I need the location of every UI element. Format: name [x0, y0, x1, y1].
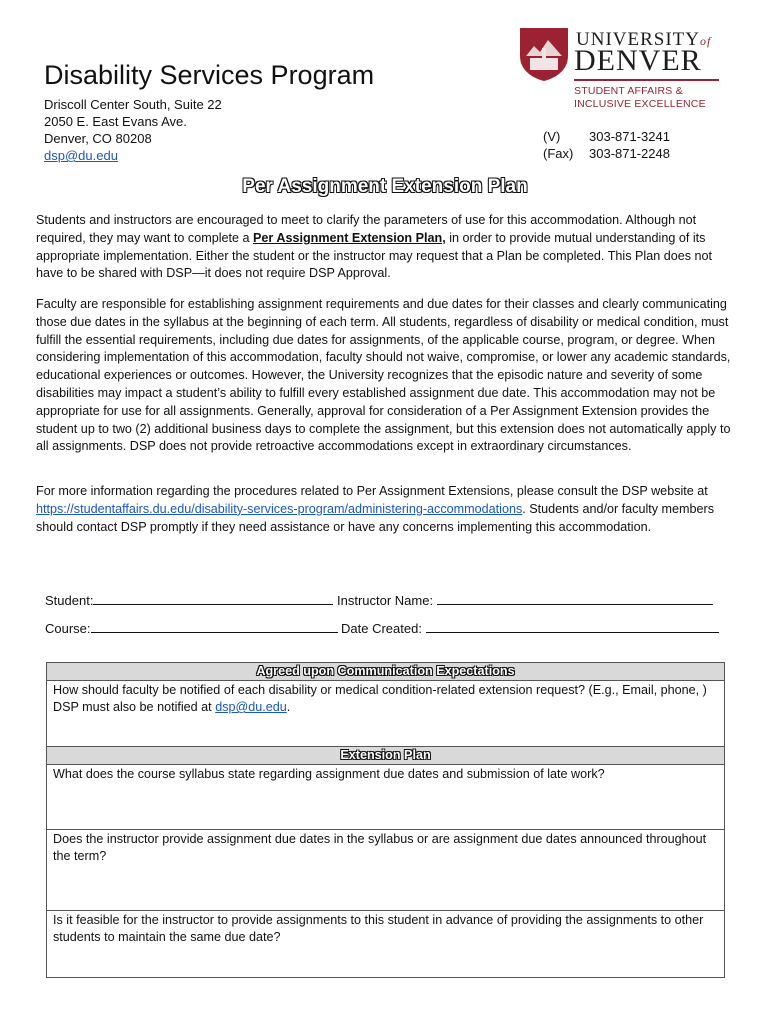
plan-link[interactable]: Per Assignment Extension Plan,	[253, 230, 446, 245]
intro-p3-text-a: For more information regarding the procedures related to Per Assignment Extensions, please consult the DSP website at	[36, 484, 708, 498]
logo-university: UNIVERSITY	[576, 29, 700, 50]
student-label: Student:	[45, 593, 94, 608]
intro-p3-text-b: . Students and/or faculty members should contact DSP promptly if they need assistance or have any concerns implementing this accommodation.	[36, 501, 715, 534]
course-line[interactable]	[91, 620, 338, 633]
university-logo	[516, 26, 721, 116]
comm-question-cell[interactable]: How should faculty be notified of each disability or medical condition-related extension request? (E.g., Email, phone, ) DSP must also be notified at dsp@du.edu.	[47, 681, 725, 747]
question-3-cell[interactable]: Is it feasible for the instructor to provide assignments to this student in advance of providing the assignments to other students to maintain the same due date?	[47, 911, 725, 978]
form-heading: Per Assignment Extension Plan	[242, 176, 528, 197]
logo-sub-2: INCLUSIVE EXCELLENCE	[574, 98, 706, 110]
logo-of: of	[700, 34, 712, 48]
address-line-1: Driscoll Center South, Suite 22	[44, 97, 222, 112]
intro-p1-text-b: in order to provide mutual understanding of its appropriate implementation. Either the student or the instructor may request that a Plan be completed. This Plan does not have to be shared with DSP—it does not require DSP Approval.	[36, 230, 713, 281]
logo-rule	[574, 79, 719, 81]
plan-table	[46, 662, 725, 978]
shield-icon	[516, 26, 572, 82]
comm-header: Agreed upon Communication Expectations	[47, 663, 725, 681]
student-field[interactable]	[45, 592, 333, 608]
question-2-cell[interactable]: Does the instructor provide assignment due dates in the syllabus or are assignment due dates announced throughout the term?	[47, 830, 725, 911]
address-line-2: 2050 E. East Evans Ave.	[44, 114, 187, 129]
instructor-label: Instructor Name:	[337, 593, 434, 608]
email-link[interactable]: dsp@du.edu	[44, 148, 118, 163]
instructor-field[interactable]	[337, 592, 713, 608]
logo-sub-1: STUDENT AFFAIRS &	[574, 85, 683, 97]
phone-voice-number: 303-871-3241	[589, 129, 670, 144]
intro-paragraph-3	[36, 483, 732, 536]
intro-paragraph-2	[36, 296, 732, 456]
intro-p2-text: Faculty are responsible for establishing assignment requirements and due dates for their classes and clearly communicating those due dates in the syllabus at the beginning of each term. All students, regardless of disability or medical condition, must fulfill the essential requirements, including due dates for assignments, of the applicable course, program, or degree. When considering implementation of this accommodation, faculty should not waive, compromise, or lower any academic standards, educational experiences or outcomes. However, the University recognizes that the episodic nature and severity of some disabilities may impact a student’s ability to fulfill every established assignment due date. This accommodation may not be appropriate for use for all assignments. Generally, approval for consideration of a Per Assignment Extension provides the student up to two (2) additional business days to complete the assignment, but this extension does not automatically apply to all assignments. DSP does not provide retroactive accommodations except in extraordinary circumstances.	[36, 297, 731, 454]
address-block	[44, 96, 222, 164]
dsp-website-link[interactable]: https://studentaffairs.du.edu/disability-services-program/administering-accommodations	[36, 501, 523, 516]
phone-fax-number: 303-871-2248	[589, 146, 670, 161]
intro-p1-text-a: Students and instructors are encouraged to meet to clarify the parameters of use for this accommodation. Although not required, they may want to complete a	[36, 213, 697, 245]
instructor-line[interactable]	[437, 592, 713, 605]
logo-denver: DENVER	[574, 44, 702, 77]
comm-email-link[interactable]: dsp@du.edu	[215, 700, 287, 714]
date-field[interactable]	[341, 620, 719, 636]
phone-fax-label: (Fax)	[543, 146, 574, 161]
phone-block	[543, 128, 670, 162]
question-1-cell[interactable]: What does the course syllabus state regarding assignment due dates and submission of late work?	[47, 765, 725, 830]
date-line[interactable]	[426, 620, 719, 633]
course-label: Course:	[45, 621, 91, 636]
intro-paragraph-1	[36, 212, 732, 283]
student-line[interactable]	[93, 592, 333, 605]
phone-voice-label: (V)	[543, 129, 561, 144]
address-line-3: Denver, CO 80208	[44, 131, 152, 146]
date-label: Date Created:	[341, 621, 422, 636]
program-title: Disability Services Program	[44, 60, 375, 90]
course-field[interactable]	[45, 620, 338, 636]
extension-header: Extension Plan	[47, 747, 725, 765]
